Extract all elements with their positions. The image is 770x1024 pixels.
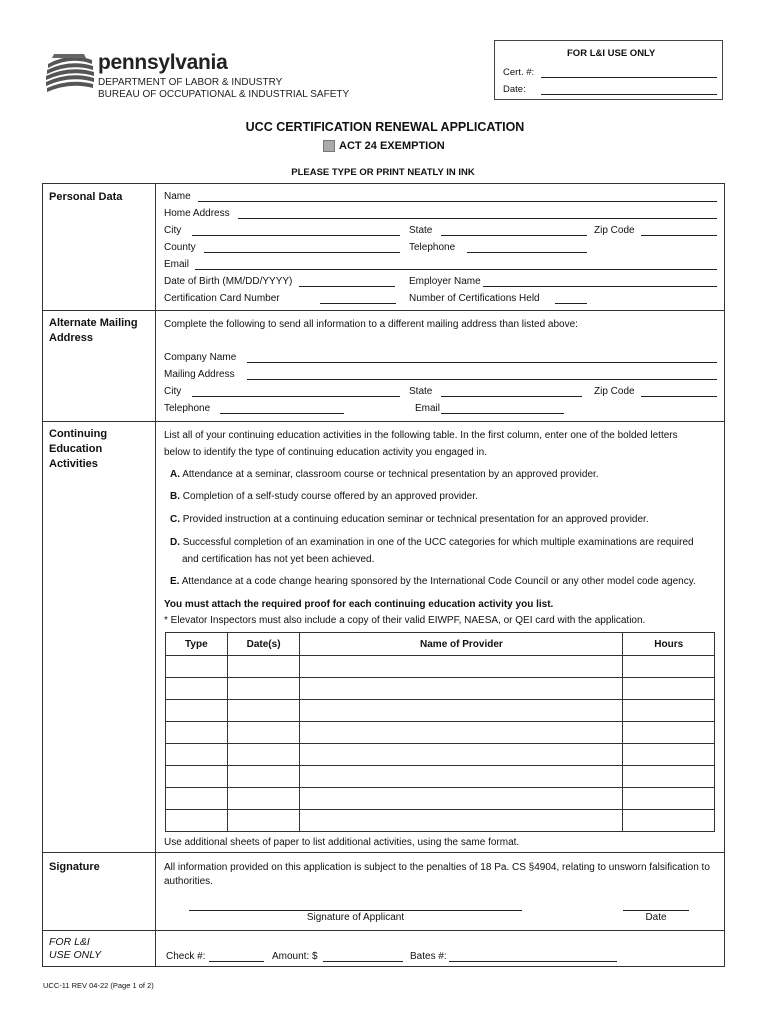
- provider-cell[interactable]: [300, 722, 623, 744]
- activity-item-d: [170, 537, 694, 548]
- mailing-field[interactable]: [247, 367, 717, 380]
- table-row[interactable]: [166, 722, 715, 744]
- state-field[interactable]: [441, 223, 587, 236]
- pennsylvania-keystone-logo: [44, 50, 96, 96]
- alt-state-field[interactable]: [441, 384, 582, 397]
- alt-email-field[interactable]: [441, 401, 564, 414]
- alternate-intro: Complete the following to send all information to a different mailing address than listed above:: [164, 319, 578, 330]
- table-footer-note: Use additional sheets of paper to list additional activities, using the same format.: [164, 837, 520, 848]
- table-row[interactable]: [166, 810, 715, 832]
- table-row[interactable]: [166, 700, 715, 722]
- brand-name: pennsylvania: [98, 51, 228, 74]
- activity-item-c: [170, 514, 649, 525]
- office-use-line-1: FOR L&I: [49, 936, 90, 948]
- dates-cell[interactable]: [227, 700, 300, 722]
- county-field[interactable]: [204, 240, 400, 253]
- table-row[interactable]: [166, 656, 715, 678]
- employer-field[interactable]: [483, 274, 717, 287]
- check-number-field[interactable]: [209, 949, 264, 962]
- mailing-label: Mailing Address: [164, 369, 235, 380]
- check-label: Check #:: [166, 951, 206, 962]
- page-title: UCC CERTIFICATION RENEWAL APPLICATION: [245, 120, 525, 134]
- alt-state-label: State: [409, 386, 433, 397]
- activity-letter-a: A.: [170, 469, 180, 480]
- card-number-label: Certification Card Number: [164, 293, 280, 304]
- num-certs-field[interactable]: [555, 291, 587, 304]
- section-continuing-education: Continuing Education Activities: [49, 428, 108, 470]
- dept-line-2: BUREAU OF OCCUPATIONAL & INDUSTRIAL SAFETY: [98, 89, 350, 100]
- signature-date-label: Date: [645, 912, 667, 923]
- column-type: Type: [166, 633, 228, 656]
- activity-item-a: [170, 469, 599, 480]
- divider-alternate: [43, 421, 724, 422]
- cert-label: Cert. #:: [503, 67, 535, 78]
- elevator-notice: * Elevator Inspectors must also include a copy of their valid EIWPF, NAESA, or QEI card with the application.: [164, 615, 646, 626]
- alt-zip-field[interactable]: [641, 384, 717, 397]
- zip-label: Zip Code: [594, 225, 635, 236]
- email-field[interactable]: [195, 257, 717, 270]
- instruction-text: PLEASE TYPE OR PRINT NEATLY IN INK: [291, 167, 475, 178]
- zip-field[interactable]: [641, 223, 717, 236]
- signature-text-1: All information provided on this application is subject to the penalties of 18 Pa. CS §4904, relating to unsworn falsification to: [164, 862, 710, 873]
- name-field[interactable]: [198, 189, 717, 202]
- activity-item-b: [170, 491, 478, 502]
- type-cell[interactable]: [166, 788, 228, 810]
- email-label: Email: [164, 259, 190, 270]
- hours-cell[interactable]: [623, 810, 715, 832]
- dates-cell[interactable]: [227, 678, 300, 700]
- amount-label: Amount: $: [272, 951, 318, 962]
- activity-item-e: [170, 576, 696, 587]
- state-label: State: [409, 225, 433, 236]
- activity-text-a: Attendance at a seminar, classroom course or technical presentation by an approved provider.: [182, 469, 599, 480]
- column-hours: Hours: [623, 633, 715, 656]
- application-form: [42, 183, 725, 967]
- hours-cell[interactable]: [623, 766, 715, 788]
- activities-table: [165, 632, 715, 832]
- provider-cell[interactable]: [300, 678, 623, 700]
- provider-cell[interactable]: [300, 744, 623, 766]
- dates-cell[interactable]: [227, 810, 300, 832]
- alt-zip-label: Zip Code: [594, 386, 635, 397]
- card-number-field[interactable]: [320, 291, 396, 304]
- hours-cell[interactable]: [623, 656, 715, 678]
- form-code-footer: UCC-11 REV 04-22 (Page 1 of 2): [43, 981, 154, 990]
- dob-field[interactable]: [299, 274, 395, 287]
- exemption-checkbox[interactable]: [323, 140, 335, 152]
- city-field[interactable]: [192, 223, 400, 236]
- company-label: Company Name: [164, 352, 237, 363]
- table-row[interactable]: [166, 766, 715, 788]
- county-label: County: [164, 242, 196, 253]
- signature-text-2: authorities.: [164, 876, 213, 887]
- provider-cell[interactable]: [300, 810, 623, 832]
- section-alternate-mailing: Alternate Mailing Address: [49, 317, 138, 344]
- table-header-row: [166, 633, 715, 656]
- proof-notice: You must attach the required proof for each continuing education activity you list.: [164, 599, 554, 610]
- home-address-label: Home Address: [164, 208, 230, 219]
- activity-text-d-2: and certification has not yet been achieved.: [182, 554, 375, 565]
- type-cell[interactable]: [166, 656, 228, 678]
- bates-label: Bates #:: [410, 951, 447, 962]
- telephone-label: Telephone: [409, 242, 456, 253]
- department-name: [98, 77, 349, 101]
- alt-telephone-label: Telephone: [164, 403, 211, 414]
- column-divider: [155, 184, 156, 966]
- cert-number-field[interactable]: [541, 65, 717, 78]
- provider-cell[interactable]: [300, 656, 623, 678]
- section-office-use: [49, 936, 149, 962]
- exemption-label: ACT 24 EXEMPTION: [339, 140, 445, 152]
- home-address-field[interactable]: [238, 206, 717, 219]
- dates-cell[interactable]: [227, 656, 300, 678]
- activity-letter-c: C.: [170, 514, 180, 525]
- section-signature: Signature: [49, 861, 100, 873]
- table-row[interactable]: [166, 744, 715, 766]
- hours-cell[interactable]: [623, 678, 715, 700]
- section-personal-data: Personal Data: [49, 191, 123, 203]
- activity-letter-e: E.: [170, 576, 180, 587]
- activity-letter-d: D.: [170, 537, 180, 548]
- employer-label: Employer Name: [409, 276, 481, 287]
- name-label: Name: [164, 191, 191, 202]
- provider-cell[interactable]: [300, 788, 623, 810]
- company-field[interactable]: [247, 350, 717, 363]
- education-intro-1: List all of your continuing education activities in the following table. In the first column, enter one of the bolded letters: [164, 430, 678, 441]
- table-row[interactable]: [166, 788, 715, 810]
- office-use-box: [494, 40, 723, 100]
- alt-city-field[interactable]: [192, 384, 400, 397]
- column-provider: Name of Provider: [300, 633, 623, 656]
- alt-city-label: City: [164, 386, 182, 397]
- bates-number-field[interactable]: [449, 949, 617, 962]
- type-cell[interactable]: [166, 766, 228, 788]
- alt-telephone-field[interactable]: [220, 401, 344, 414]
- dates-cell[interactable]: [227, 744, 300, 766]
- activity-text-c: Provided instruction at a continuing education seminar or technical presentation for an approved provider.: [182, 514, 649, 525]
- type-cell[interactable]: [166, 678, 228, 700]
- dates-cell[interactable]: [227, 722, 300, 744]
- hours-cell[interactable]: [623, 744, 715, 766]
- activity-text-e: Attendance at a code change hearing sponsored by the International Code Council or any other model code agency.: [181, 576, 696, 587]
- office-date-field[interactable]: [541, 82, 717, 95]
- divider-personal: [43, 310, 724, 311]
- divider-signature: [43, 930, 724, 931]
- hours-cell[interactable]: [623, 788, 715, 810]
- activity-text-b: Completion of a self-study course offered by an approved provider.: [182, 491, 478, 502]
- column-dates: Date(s): [227, 633, 300, 656]
- hours-cell[interactable]: [623, 700, 715, 722]
- exemption-checkbox-row[interactable]: [323, 140, 445, 152]
- activity-text-d: Successful completion of an examination in one of the UCC categories for which multiple examinations are required: [182, 537, 694, 548]
- city-label: City: [164, 225, 182, 236]
- activity-letter-b: B.: [170, 491, 180, 502]
- dob-label: Date of Birth (MM/DD/YYYY): [164, 276, 293, 287]
- signature-label: Signature of Applicant: [306, 912, 405, 923]
- dept-line-1: DEPARTMENT OF LABOR & INDUSTRY: [98, 77, 283, 88]
- type-cell[interactable]: [166, 810, 228, 832]
- telephone-field[interactable]: [467, 240, 587, 253]
- hours-cell[interactable]: [623, 722, 715, 744]
- office-use-line-2: USE ONLY: [49, 949, 102, 961]
- amount-field[interactable]: [323, 949, 403, 962]
- dates-cell[interactable]: [227, 766, 300, 788]
- type-cell[interactable]: [166, 722, 228, 744]
- date-label: Date:: [503, 84, 526, 95]
- education-intro-2: below to identify the type of continuing education activity you engaged in.: [164, 447, 487, 458]
- table-row[interactable]: [166, 678, 715, 700]
- divider-education: [43, 852, 724, 853]
- type-cell[interactable]: [166, 744, 228, 766]
- office-box-title: FOR L&I USE ONLY: [567, 48, 656, 59]
- applicant-signature-field[interactable]: [189, 896, 522, 911]
- provider-cell[interactable]: [300, 766, 623, 788]
- type-cell[interactable]: [166, 700, 228, 722]
- alt-email-label: Email: [415, 403, 441, 414]
- provider-cell[interactable]: [300, 700, 623, 722]
- dates-cell[interactable]: [227, 788, 300, 810]
- num-certs-label: Number of Certifications Held: [409, 293, 540, 304]
- signature-date-field[interactable]: [623, 896, 689, 911]
